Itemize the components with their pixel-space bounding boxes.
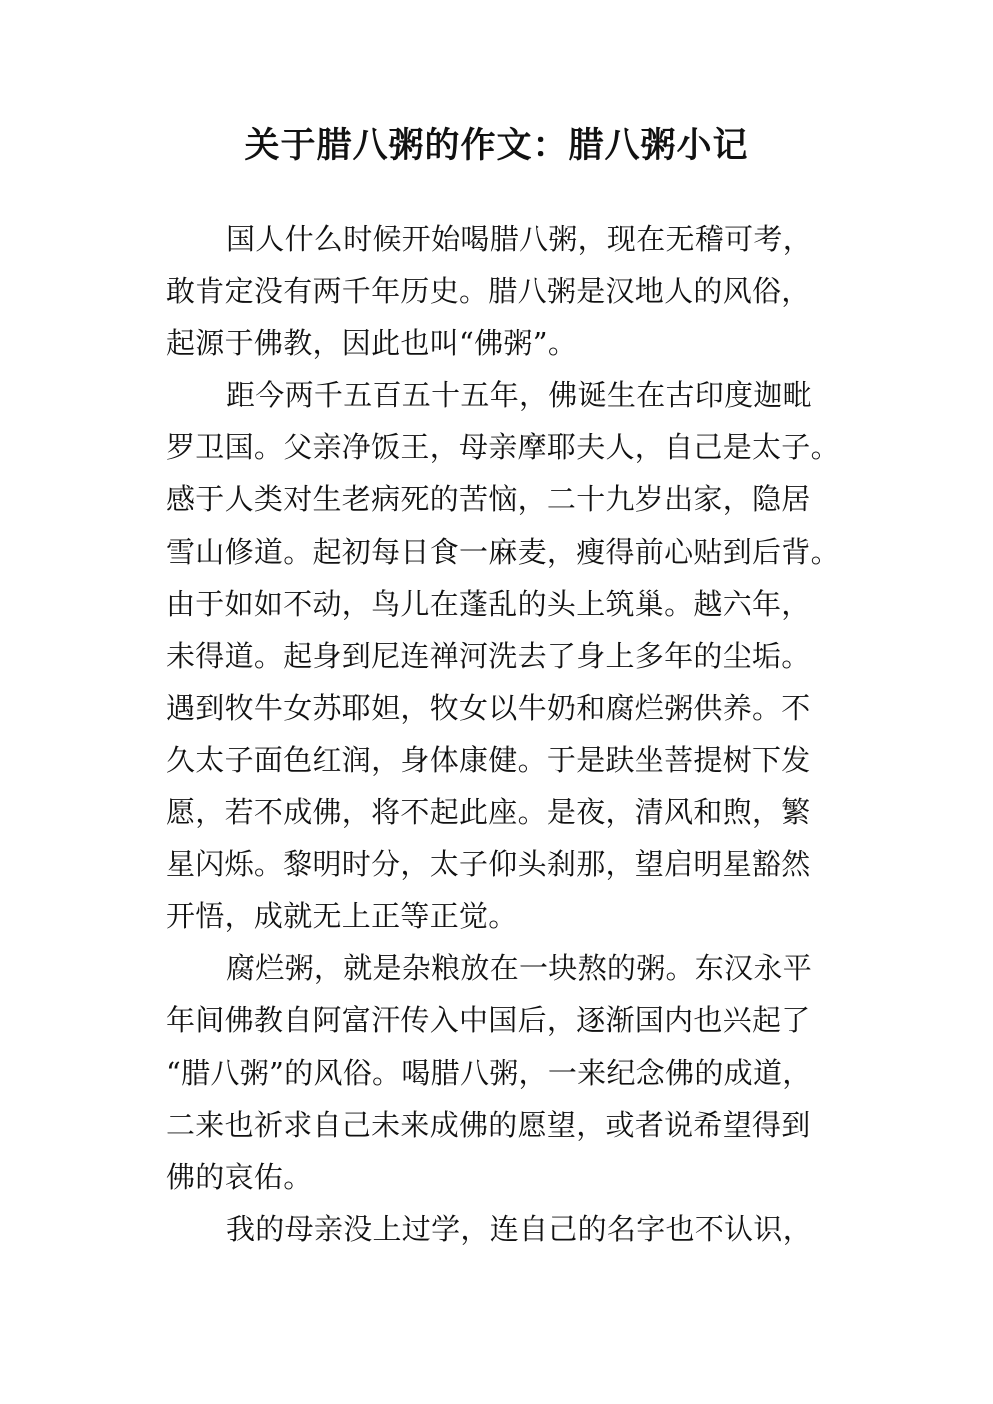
paragraph-2-line-8: 久太子面色红润，身体康健。于是趺坐菩提树下发 <box>166 742 811 777</box>
paragraph-1-line-2: 敢肯定没有两千年历史。腊八粥是汉地人的风俗， <box>166 274 811 309</box>
paragraph-2-line-3: 感于人类对生老病死的苦恼，二十九岁出家，隐居 <box>166 482 811 517</box>
paragraph-2-line-5: 由于如如不动，鸟儿在蓬乱的头上筑巢。越六年， <box>166 586 811 621</box>
paragraph-3-line-3: “腊八粥”的风俗。喝腊八粥，一来纪念佛的成道， <box>166 1055 812 1090</box>
paragraph-1-line-1: 国人什么时候开始喝腊八粥，现在无稽可考， <box>226 222 813 256</box>
paragraph-2-line-2: 罗卫国。父亲净饭王，母亲摩耶夫人，自己是太子。 <box>166 430 840 465</box>
paragraph-3-line-1: 腐烂粥，就是杂粮放在一块熬的粥。东汉永平 <box>226 951 813 986</box>
paragraph-4-line-1: 我的母亲没上过学，连自己的名字也不认识， <box>226 1211 813 1246</box>
paragraph-2-line-4: 雪山修道。起初每日食一麻麦，瘦得前心贴到后背。 <box>166 534 840 569</box>
paragraph-1-line-3: 起源于佛教，因此也叫“佛粥”。 <box>166 326 578 361</box>
paragraph-2-line-1: 距今两千五百五十五年，佛诞生在古印度迦毗 <box>226 378 813 413</box>
paragraph-3-line-4: 二来也祈求自己未来成佛的愿望，或者说希望得到 <box>166 1107 811 1142</box>
paragraph-3-line-5: 佛的哀佑。 <box>166 1159 313 1194</box>
paragraph-2-line-7: 遇到牧牛女苏耶妲，牧女以牛奶和腐烂粥供养。不 <box>166 690 811 725</box>
paragraph-2-line-11: 开悟，成就无上正等正觉。 <box>166 899 518 934</box>
document-body <box>166 213 846 1255</box>
document-title: 关于腊八粥的作文：腊八粥小记 <box>244 126 749 166</box>
paragraph-3-line-2: 年间佛教自阿富汗传入中国后，逐渐国内也兴起了 <box>166 1003 811 1038</box>
paragraph-2-line-6: 未得道。起身到尼连禅河洗去了身上多年的尘垢。 <box>166 638 811 673</box>
paragraph-2-line-9: 愿，若不成佛，将不起此座。是夜，清风和煦，繁 <box>166 795 811 830</box>
paragraph-2-line-10: 星闪烁。黎明时分，太子仰头刹那，望启明星豁然 <box>166 847 811 882</box>
